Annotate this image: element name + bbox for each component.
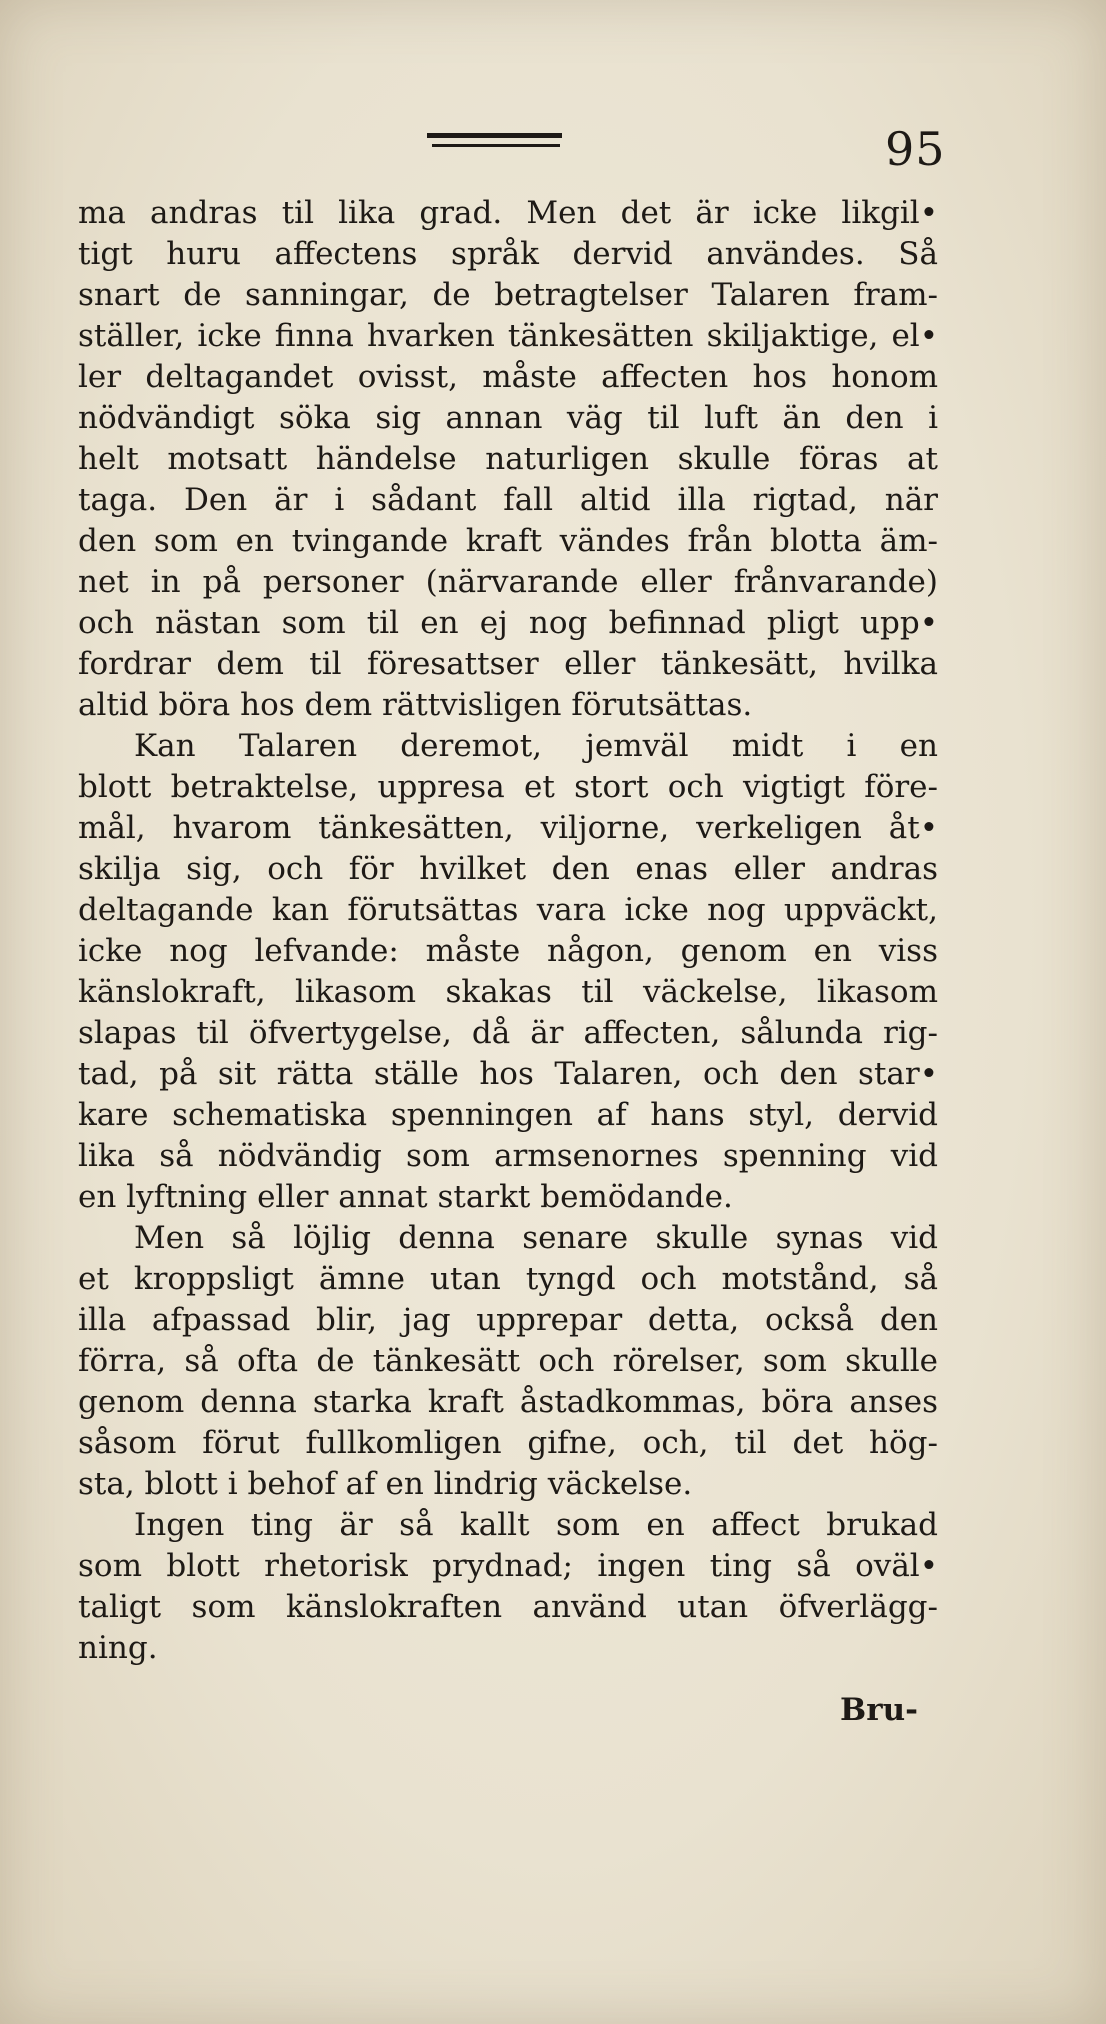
text-line: förra, så ofta de tänkesätt och rörelser, som skulle — [78, 1343, 938, 1379]
text-line: illa afpassad blir, jag upprepar detta, också den — [78, 1302, 938, 1338]
text-line: den som en tvingande kraft vändes från blotta äm- — [78, 523, 938, 559]
text-line: ma andras til lika grad. Men det är icke likgil• — [78, 195, 938, 231]
page-header — [0, 120, 1106, 180]
text-line: helt motsatt händelse naturligen skulle föras at — [78, 441, 938, 477]
text-line: mål, hvarom tänkesätten, viljorne, verkeligen åt• — [78, 810, 938, 846]
text-line: lika så nödvändig som armsenornes spenning vid — [78, 1138, 938, 1174]
text-line: slapas til öfvertygelse, då är affecten, sålunda rig- — [78, 1015, 938, 1051]
text-line: känslokraft, likasom skakas til väckelse, likasom — [78, 974, 938, 1010]
text-line: kare schematiska spenningen af hans styl, dervid — [78, 1097, 938, 1133]
header-rule — [432, 144, 560, 147]
text-line: taga. Den är i sådant fall altid illa rigtad, när — [78, 482, 938, 518]
text-line: blott betraktelse, uppresa et stort och vigtigt före- — [78, 769, 938, 805]
text-line: fordrar dem til föresattser eller tänkesätt, hvilka — [78, 646, 938, 682]
text-line: skilja sig, och för hvilket den enas eller andras — [78, 851, 938, 887]
header-rule — [427, 133, 562, 138]
text-line: Kan Talaren deremot, jemväl midt i en — [134, 728, 938, 764]
text-line: ler deltagandet ovisst, måste affecten hos honom — [78, 359, 938, 395]
text-line: taligt som känslokraften använd utan öfverlägg- — [78, 1589, 938, 1625]
text-line: en lyftning eller annat starkt bemödande. — [78, 1179, 733, 1215]
text-line: och nästan som til en ej nog befinnad pligt upp• — [78, 605, 938, 641]
catchword: Bru- — [840, 1692, 918, 1728]
text-line: net in på personer (närvarande eller frånvarande) — [78, 564, 938, 600]
text-line: sta, blott i behof af en lindrig väckelse. — [78, 1466, 693, 1502]
body-text — [78, 193, 938, 1669]
page-number: 95 — [885, 122, 946, 176]
text-line: icke nog lefvande: måste någon, genom en viss — [78, 933, 938, 969]
text-line: genom denna starka kraft åstadkommas, böra anses — [78, 1384, 938, 1420]
text-line: deltagande kan förutsättas vara icke nog uppväckt, — [78, 892, 938, 928]
text-line: et kroppsligt ämne utan tyngd och motstånd, så — [78, 1261, 938, 1297]
text-line: nödvändigt söka sig annan väg til luft än den i — [78, 400, 938, 436]
text-line: som blott rhetorisk prydnad; ingen ting så oväl• — [78, 1548, 938, 1584]
text-line: altid böra hos dem rättvisligen förutsättas. — [78, 687, 753, 723]
text-line: Men så löjlig denna senare skulle synas vid — [134, 1220, 938, 1256]
text-line: tad, på sit rätta ställe hos Talaren, och den star• — [78, 1056, 938, 1092]
text-line: snart de sanningar, de betragtelser Talaren fram- — [78, 277, 938, 313]
text-line: ning. — [78, 1630, 158, 1666]
text-line: såsom förut fullkomligen gifne, och, til det hög- — [78, 1425, 938, 1461]
text-line: tigt huru affectens språk dervid användes. Så — [78, 236, 938, 272]
text-line: ställer, icke finna hvarken tänkesätten skiljaktige, el• — [78, 318, 938, 354]
text-line: Ingen ting är så kallt som en affect brukad — [134, 1507, 938, 1543]
